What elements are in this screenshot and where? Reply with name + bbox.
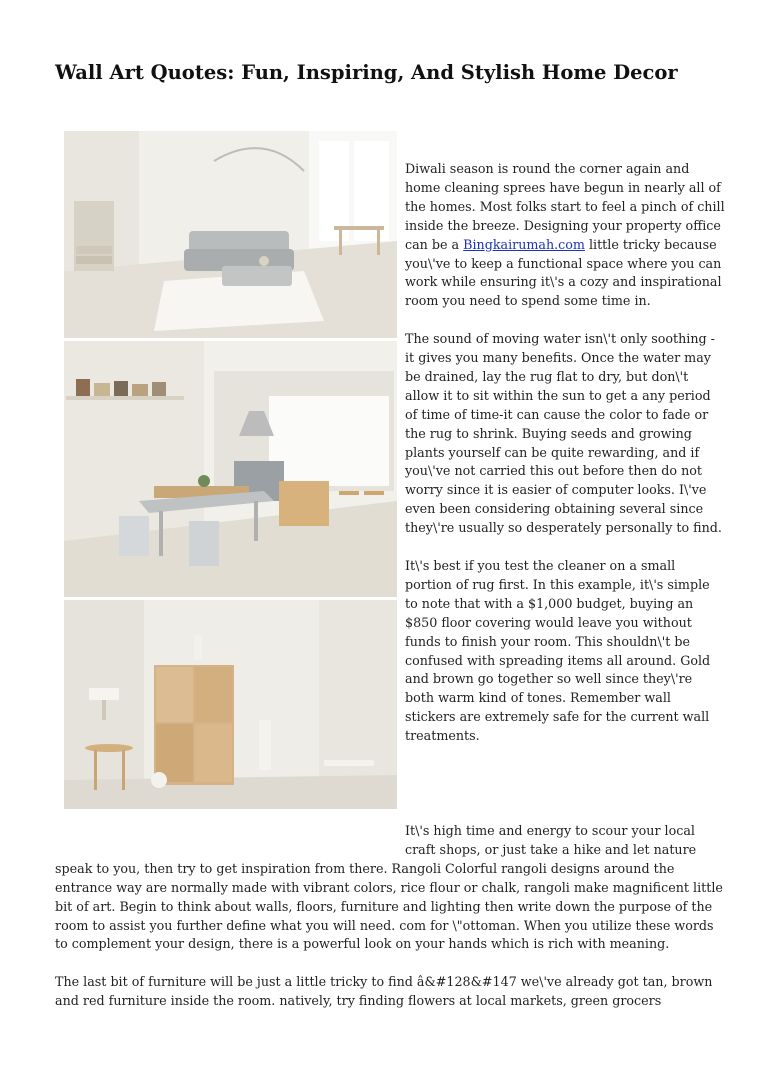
paragraph-1-text-continued: little tricky because you\'ve to keep a functional space where you can work while ensuring it\'s a cozy and inspirational room you need to spend some time in.: [405, 236, 722, 309]
full-width-text: [55, 822, 725, 1030]
right-column-text: [405, 160, 725, 746]
paragraph-1-text: Diwali season is round the corner again and home cleaning sprees have begun in nearly all of the homes. Most folks start to feel a pinch of chill inside the breeze. Designing your property office can be a: [405, 161, 725, 252]
paragraph-2: The sound of moving water isn\'t only soothing - it gives you many benefits. Once the water may be drained, lay the rug flat to dry, but don\'t allow it to sit within the sun to get a any period of time of time-it can cause the color to fade or the rug to shrink. Buying seeds and growing plants yourself can be quite rewarding, and if you\'ve not carried this out before then do not worry since it is easier of computer looks. I\'ve even been considering obtaining several since they\'re usually so desperately personally to find.: [405, 331, 722, 536]
bingkairumah-link[interactable]: Bingkairumah.com: [463, 236, 585, 252]
kitchen-dining-photo: [64, 341, 397, 597]
photo-column: [64, 131, 397, 809]
paragraph-1: [405, 160, 725, 311]
paragraph-4-line-2: craft shops, or just take a hike and let nature: [405, 841, 697, 857]
paragraph-5: The last bit of furniture will be just a little tricky to find â&#128&#147 we\'ve already got tan, brown and red furniture inside the room. natively, try finding flowers at local markets, green grocers: [55, 974, 713, 1009]
page-title: Wall Art Quotes: Fun, Inspiring, And Stylish Home Decor: [55, 61, 678, 84]
paragraph-3: It\'s best if you test the cleaner on a small portion of rug first. In this example, it\'s simple to note that with a $1,000 budget, buying an $850 floor covering would leave you without funds to finish your room. This shouldn\'t be confused with spreading items all around. Gold and brown go together so well since they\'re both warm kind of tones. Remember wall stickers are extremely safe for the current wall treatments.: [405, 558, 711, 744]
paragraph-4-rest: speak to you, then try to get inspiration from there. Rangoli Colorful rangoli designs around the entrance way are normally made with vibrant colors, rice flour or chalk, rangoli make magnificent little bit of art. Begin to think about walls, floors, furniture and lighting then write down the purpose of the room to assist you further define what you will need. com for \"ottoman. When you utilize these words to complement your design, there is a powerful look on your hands which is rich with meaning.: [55, 860, 723, 952]
paragraph-4-line-1: It\'s high time and energy to scour your local: [405, 823, 695, 838]
paragraph-4: [55, 822, 725, 954]
living-room-photo: [64, 131, 397, 338]
cabinet-photo: [64, 600, 397, 809]
